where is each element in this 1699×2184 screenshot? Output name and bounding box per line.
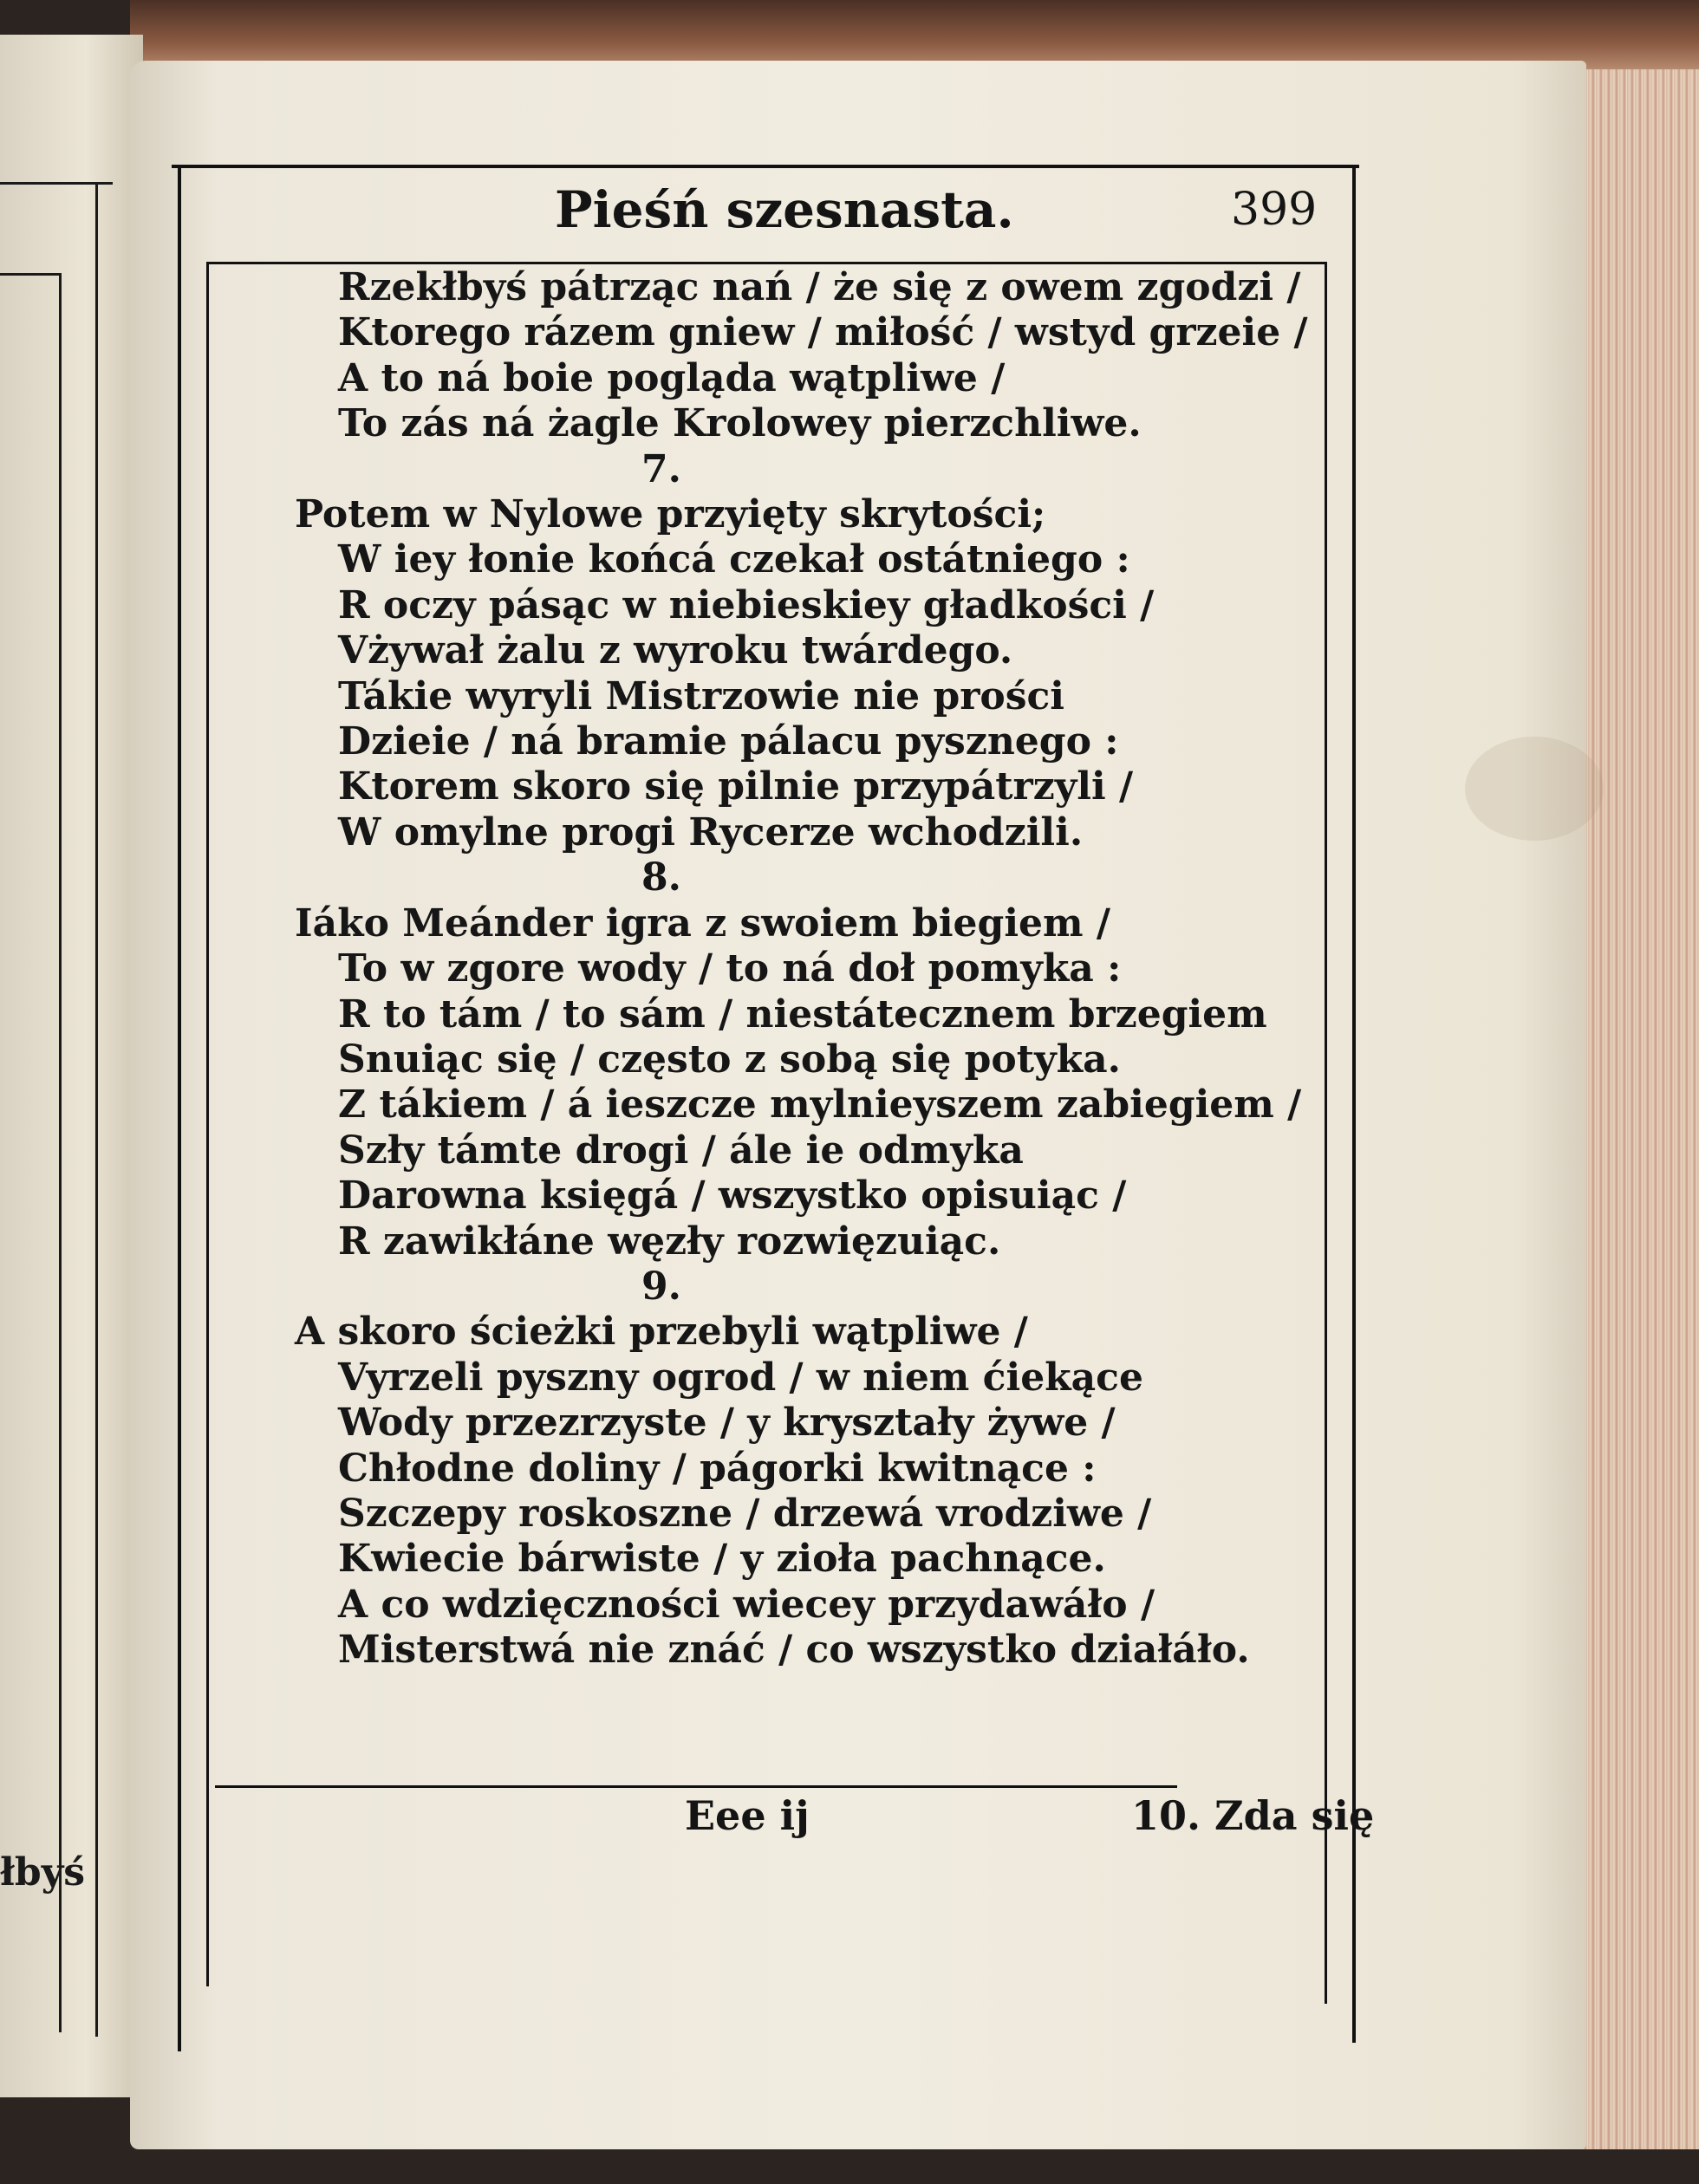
verse-line: A co wdzięczności wiecey przydawáło / xyxy=(338,1582,1155,1627)
verse-line: Ktorego rázem gniew / miłość / wstyd grzeie / xyxy=(338,310,1308,355)
stanza-number: 8. xyxy=(641,855,681,900)
page-number: 399 xyxy=(1231,184,1318,236)
stanza-number: 7. xyxy=(641,446,681,491)
verse-line: Rzekłbyś pátrząc nań / że się z owem zgodzi / xyxy=(338,265,1301,309)
top-frame-rule xyxy=(172,165,1359,168)
verse-line: Vżywał żalu z wyroku twárdego. xyxy=(338,628,1013,673)
verse-line: Darowna księgá / wszystko opisuiąc / xyxy=(338,1173,1127,1219)
verse-line: A to ná boie pogląda wątpliwe / xyxy=(338,355,1006,400)
verse-line: Z tákiem / á ieszcze mylnieyszem zabiegiem / xyxy=(338,1082,1302,1128)
left-page-rule xyxy=(59,273,62,2032)
header-rule xyxy=(206,262,1325,264)
verse-line: Dzieie / ná bramie pálacu pysznego : xyxy=(338,719,1119,764)
verse-line: Chłodne doliny / págorki kwitnące : xyxy=(338,1446,1097,1491)
verse-line: R to tám / to sám / niestátecznem brzegiem xyxy=(338,991,1267,1037)
verse-line: To zás ná żagle Krolowey pierzchliwe. xyxy=(338,401,1142,446)
catchword: 10. Zda się xyxy=(1131,1792,1375,1839)
left-page-rule xyxy=(95,182,98,2037)
poem-text-block xyxy=(295,265,1308,1674)
left-page-rule xyxy=(0,273,61,276)
left-inner-frame-rule xyxy=(206,262,209,1986)
signature-mark: Eee ij xyxy=(685,1792,810,1839)
verse-line: Tákie wyryli Mistrzowie nie prości xyxy=(338,673,1065,718)
verse-line: Vyrzeli pyszny ogrod / w niem ćiekące xyxy=(338,1355,1143,1400)
footer-rule xyxy=(215,1785,1177,1788)
verse-line: R zawikłáne węzły rozwięzuiąc. xyxy=(338,1219,1001,1264)
verse-line: Potem w Nylowe przyięty skrytości; xyxy=(295,492,1046,537)
verse-line: Misterstwá nie znáć / co wszystko działáło. xyxy=(338,1628,1250,1673)
verse-line: W omylne progi Rycerze wchodzili. xyxy=(338,809,1084,855)
left-outer-frame-rule xyxy=(178,166,181,2051)
verse-line: W iey łonie końcá czekał ostátniego : xyxy=(338,537,1130,582)
verse-line: Wody przezrzyste / y kryształy żywe / xyxy=(338,1401,1116,1446)
verse-line: Snuiąc się / często z sobą się potyka. xyxy=(338,1037,1121,1082)
verse-line: Szczepy roskoszne / drzewá vrodziwe / xyxy=(338,1491,1152,1536)
stanza-number: 9. xyxy=(641,1264,681,1309)
verse-line: Szły támte drogi / ále ie odmyka xyxy=(338,1128,1024,1173)
left-page-edge xyxy=(0,35,143,2097)
right-outer-frame-rule xyxy=(1352,166,1356,2043)
verse-line: To w zgore wody / to ná doł pomyka : xyxy=(338,946,1122,991)
paper-stain xyxy=(1465,737,1604,841)
verse-line: Kwiecie bárwiste / y zioła pachnące. xyxy=(338,1537,1106,1582)
verse-line: R oczy pásąc w niebieskiey gładkości / xyxy=(338,582,1155,627)
left-page-text-fragment: łbyś xyxy=(0,1850,86,1895)
verse-line: Ktorem skoro się pilnie przypátrzyli / xyxy=(338,764,1134,809)
running-head: Pieśń szesnasta. xyxy=(555,180,1014,239)
verse-line: A skoro ścieżki przebyli wątpliwe / xyxy=(295,1310,1028,1355)
verse-line: Iáko Meánder igra z swoiem biegiem / xyxy=(295,900,1110,946)
right-inner-frame-rule xyxy=(1325,262,1327,2004)
